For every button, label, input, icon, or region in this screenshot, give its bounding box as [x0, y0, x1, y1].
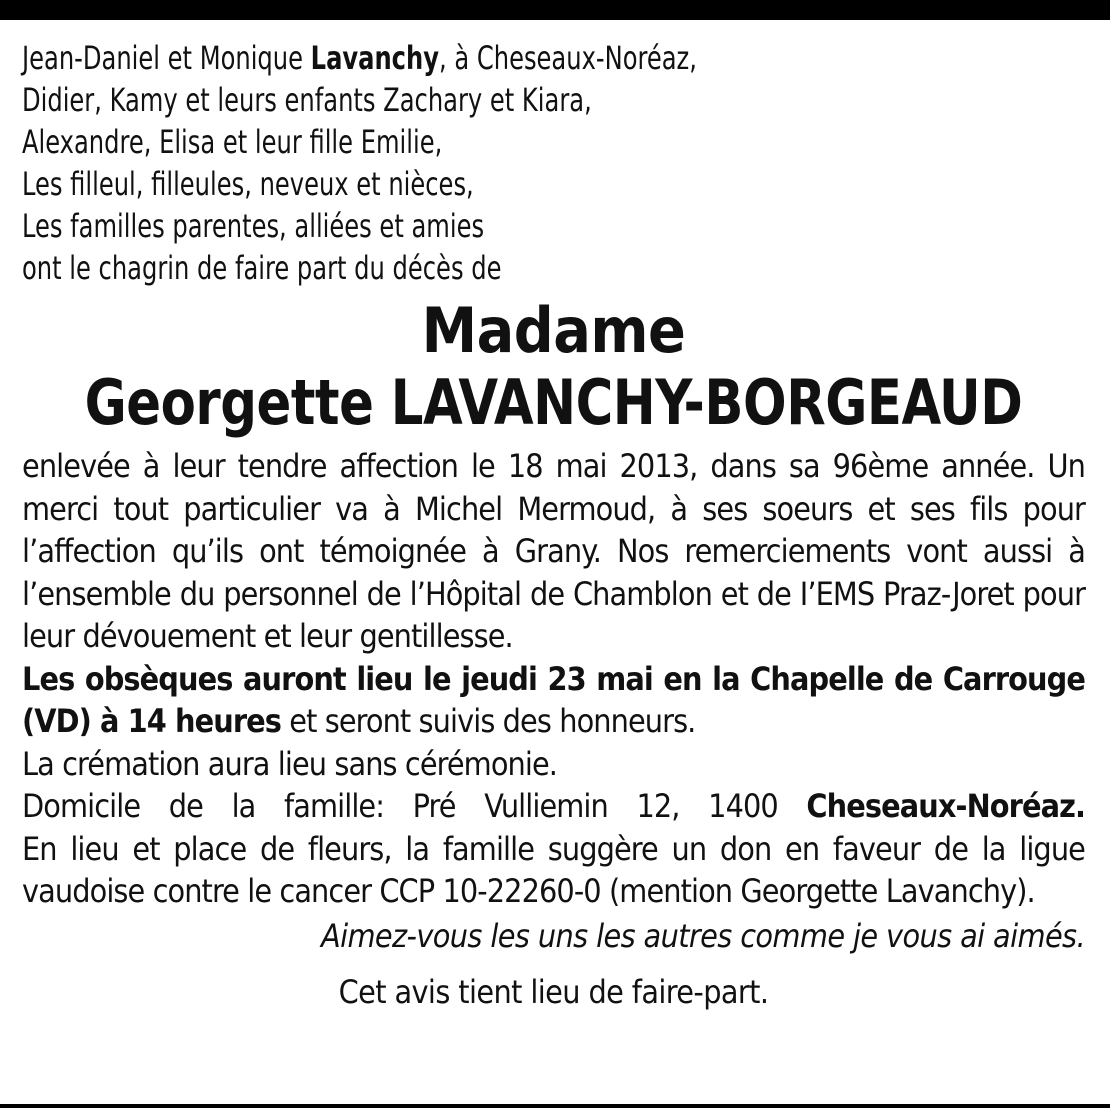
- domicile-line: Domicile de la famille: Pré Vulliemin 12, 1400 Cheseaux-Noréaz.: [22, 787, 1085, 825]
- bottom-border-rule: [0, 1104, 1110, 1108]
- thanks-paragraph: enlevée à leur tendre affection le 18 mai 2013, dans sa 96ème année. Un merci tout particulier va à Michel Mermoud, à ses soeurs et ses fils pour l’affection qu’ils ont témoignée à Grany. Nos remerciements vont aussi à l’ensemble du personnel de l’Hôpital de Chamblon et de I’EMS Praz-Joret pour leur dévouement et leur gentillesse.: [22, 447, 1085, 655]
- family-line: Jean-Daniel et Monique Lavanchy, à Cheseaux-Noréaz,: [22, 39, 697, 77]
- motto-quote: Aimez-vous les uns les autres comme je vous ai aimés.: [320, 916, 1085, 955]
- family-surname: Lavanchy: [310, 39, 439, 77]
- deceased-title: Madame: [421, 294, 686, 367]
- notice-line: Cet avis tient lieu de faire-part.: [338, 972, 769, 1011]
- funeral-details: Les obsèques auront lieu le jeudi 23 mai en la Chapelle de Carrouge (VD) à 14 heures: [22, 659, 1085, 740]
- obituary-notice: [22, 37, 1085, 1013]
- family-line: Les familles parentes, alliées et amies: [22, 207, 485, 245]
- deceased-name-heading: [22, 295, 1085, 439]
- family-line: Alexandre, Elisa et leur fille Emilie,: [22, 123, 443, 161]
- obituary-body: [22, 445, 1085, 913]
- family-line: Les filleul, filleules, neveux et nièces,: [22, 165, 474, 203]
- family-line: ont le chagrin de faire part du décès de: [22, 249, 502, 287]
- top-border-rule: [0, 0, 1110, 20]
- family-announcement: [22, 37, 915, 289]
- funeral-paragraph: Les obsèques auront lieu le jeudi 23 mai en la Chapelle de Carrouge (VD) à 14 heures et seront suivis des honneurs.: [22, 659, 1085, 740]
- domicile-town: Cheseaux-Noréaz.: [806, 787, 1085, 825]
- family-line: Didier, Kamy et leurs enfants Zachary et Kiara,: [22, 81, 592, 119]
- donation-paragraph: En lieu et place de fleurs, la famille suggère un don en faveur de la ligue vaudoise contre le cancer CCP 10-22260-0 (mention Georgette Lavanchy).: [22, 829, 1085, 910]
- deceased-full-name: Georgette LAVANCHY-BORGEAUD: [84, 366, 1023, 439]
- cremation-note: La crémation aura lieu sans cérémonie.: [22, 744, 558, 783]
